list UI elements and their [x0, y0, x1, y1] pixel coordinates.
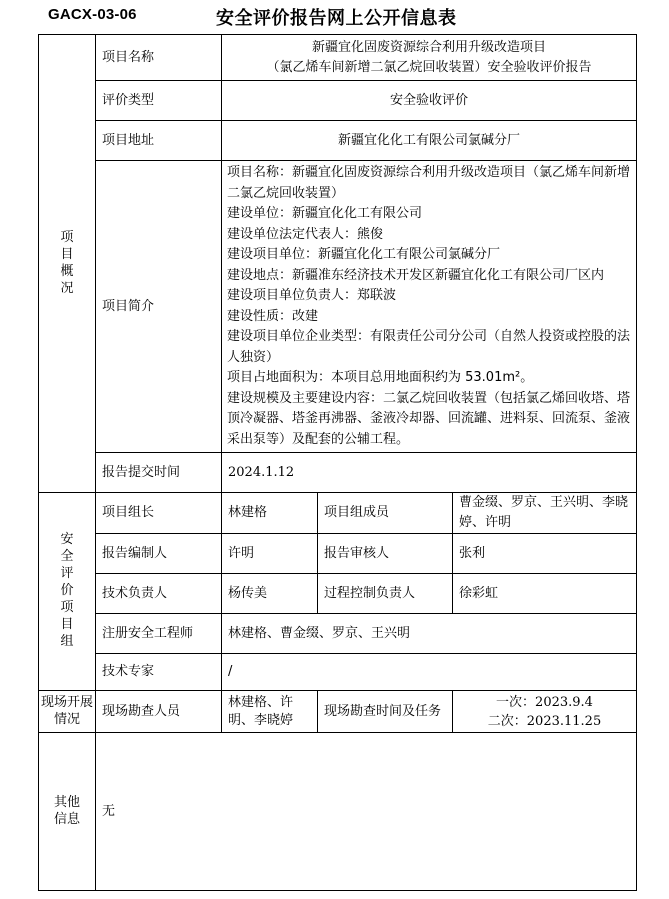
site-time-label: 现场勘查时间及任务 [318, 691, 453, 733]
intro-line: 建设项目单位：新疆宜化化工有限公司氯碱分厂 [227, 247, 501, 262]
tech-expert-value: / [222, 654, 637, 691]
form-code: GACX-03-06 [48, 6, 137, 23]
row-project-intro [39, 161, 637, 453]
process-control-label: 过程控制负责人 [318, 574, 453, 614]
section-project-overview: 项目概况 [39, 35, 96, 493]
row-evaluation-type [39, 81, 637, 121]
intro-line: 项目名称：新疆宜化固废资源综合利用升级改造项目（氯乙烯车间新增二氯乙烷回收装置） [227, 165, 631, 201]
row-tech-expert [39, 654, 637, 691]
team-leader-label: 项目组长 [96, 493, 222, 534]
other-info-value: 无 [96, 733, 637, 891]
row-submit-time [39, 453, 637, 493]
evaluation-type-value: 安全验收评价 [222, 81, 637, 121]
site-staff-value: 林建格、许明、李晓婷 [222, 691, 318, 733]
project-address-label: 项目地址 [96, 121, 222, 161]
project-address-value: 新疆宜化化工有限公司氯碱分厂 [222, 121, 637, 161]
project-name-value: 新疆宜化固废资源综合利用升级改造项目 （氯乙烯车间新增二氯乙烷回收装置）安全验收评价报告 [222, 35, 637, 81]
info-table [38, 34, 637, 891]
project-name-label: 项目名称 [96, 35, 222, 81]
team-members-value: 曹金缀、罗京、王兴明、李晓婷、许明 [453, 493, 637, 534]
section-other-info: 其他信息 [39, 733, 96, 891]
report-reviewer-value: 张利 [453, 534, 637, 574]
tech-lead-value: 杨传美 [222, 574, 318, 614]
intro-line: 建设单位：新疆宜化化工有限公司 [227, 206, 423, 221]
section-evaluation-team: 安全评价项目组 [39, 493, 96, 691]
submit-time-label: 报告提交时间 [96, 453, 222, 493]
row-project-address [39, 121, 637, 161]
report-reviewer-label: 报告审核人 [318, 534, 453, 574]
report-writer-label: 报告编制人 [96, 534, 222, 574]
section-site-work: 现场开展情况 [39, 691, 96, 733]
intro-line: 建设单位法定代表人：熊俊 [227, 226, 384, 242]
project-intro-label: 项目简介 [96, 161, 222, 453]
tech-expert-label: 技术专家 [96, 654, 222, 691]
row-report-writer [39, 534, 637, 574]
report-writer-value: 许明 [222, 534, 318, 574]
safety-engineer-value: 林建格、曹金缀、罗京、王兴明 [222, 614, 637, 654]
row-project-name [39, 35, 637, 81]
safety-engineer-label: 注册安全工程师 [96, 614, 222, 654]
intro-line: 项目占地面积为：本项目总用地面积约为 53.01m²。 [227, 370, 534, 385]
process-control-value: 徐彩虹 [453, 574, 637, 614]
team-members-label: 项目组成员 [318, 493, 453, 534]
intro-line: 建设地点：新疆准东经济技术开发区新疆宜化化工有限公司厂区内 [227, 267, 605, 283]
row-site-survey [39, 691, 637, 733]
intro-line: 建设项目单位负责人：郑联波 [227, 288, 397, 303]
team-leader-value: 林建格 [222, 493, 318, 534]
row-safety-engineer [39, 614, 637, 654]
intro-line: 建设项目单位企业类型：有限责任公司分公司（自然人投资或控股的法人独资） [227, 329, 631, 365]
tech-lead-label: 技术负责人 [96, 574, 222, 614]
site-staff-label: 现场勘查人员 [96, 691, 222, 733]
site-time-value: 一次：2023.9.4 二次：2023.11.25 [453, 691, 637, 733]
row-tech-lead [39, 574, 637, 614]
row-other-info [39, 733, 637, 891]
page-title: 安全评价报告网上公开信息表 [216, 8, 457, 29]
intro-line: 建设性质：改建 [227, 308, 319, 324]
evaluation-type-label: 评价类型 [96, 81, 222, 121]
intro-line: 建设规模及主要建设内容：二氯乙烷回收装置（包括氯乙烯回收塔、塔顶冷凝器、塔釜再沸器、釜液冷却器、回流罐、进料泵、回流泵、釜液采出泵等）及配套的公辅工程。 [227, 390, 631, 447]
submit-time-value: 2024.1.12 [222, 453, 637, 493]
project-intro-value [222, 161, 637, 453]
row-team-leader [39, 493, 637, 534]
